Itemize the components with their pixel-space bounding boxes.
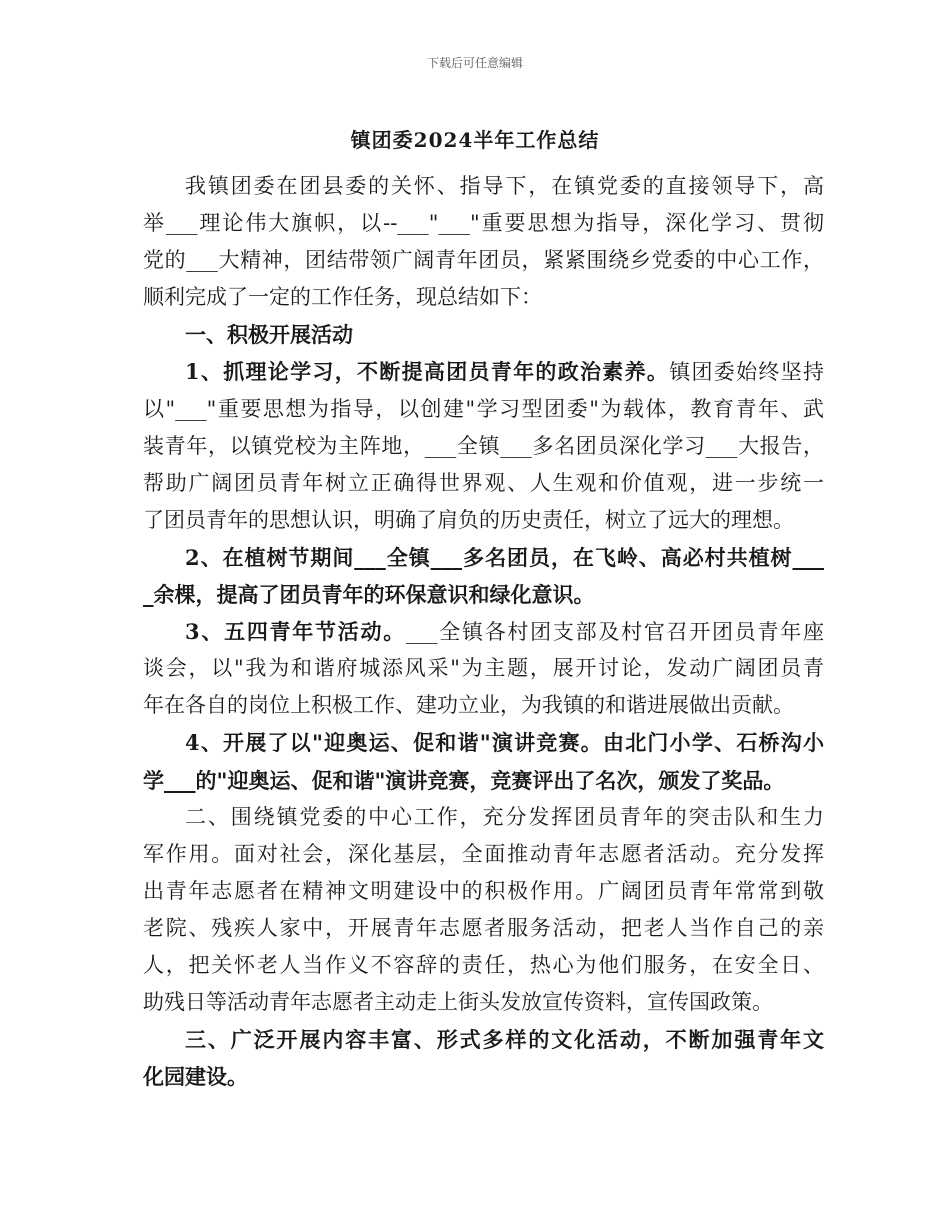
bold-text-segment: 3、五四青年节活动。 bbox=[185, 619, 406, 645]
text-segment: 我镇团委在团县委的关怀、指导下，在镇党委的直接领导下，高 bbox=[185, 174, 824, 198]
bold-text-segment: 化园建设。 bbox=[143, 1064, 248, 1090]
text-line bbox=[143, 576, 824, 613]
text-line bbox=[143, 650, 824, 687]
text-segment: 老院、残疾人家中，开展青年志愿者服务活动，把老人当作自己的亲 bbox=[143, 915, 824, 940]
text-segment: 二、围绕镇党委的中心工作，充分发挥团员青年的突击队和生力 bbox=[185, 804, 824, 829]
text-line bbox=[143, 613, 824, 650]
bold-text-segment: 1、抓理论学习，不断提高团员青年的政治素养。 bbox=[185, 359, 670, 385]
text-line bbox=[143, 205, 824, 242]
document-body bbox=[143, 168, 824, 1095]
bold-text-segment: 三、广泛开展内容丰富、形式多样的文化活动，不断加强青年文 bbox=[185, 1027, 824, 1053]
text-line bbox=[143, 391, 824, 428]
text-segment: 了团员青年的思想认识，明确了肩负的历史责任，树立了远大的理想。 bbox=[143, 507, 794, 532]
text-line bbox=[143, 1058, 824, 1095]
text-line bbox=[143, 539, 824, 576]
text-segment: 党的___大精神，团结带领广阔青年团员，紧紧围绕乡党委的中心工作， bbox=[143, 248, 824, 273]
text-segment: 助残日等活动青年志愿者主动走上街头发放宣传资料，宣传国政策。 bbox=[143, 990, 773, 1015]
text-line bbox=[143, 353, 824, 390]
text-line bbox=[143, 724, 824, 761]
text-segment: ___全镇各村团支部及村官召开团员青年座 bbox=[405, 620, 824, 645]
text-segment: 镇团委始终坚持 bbox=[669, 360, 824, 385]
text-line bbox=[143, 984, 824, 1021]
bold-text-segment: 2、在植树节期间___全镇___多名团员，在飞岭、高必村共植树___ bbox=[185, 544, 824, 570]
bold-text-segment: 4、开展了以"迎奥运、促和谐"演讲竞赛。由北门小学、石桥沟小 bbox=[185, 730, 824, 756]
text-segment: 顺利完成了一定的工作任务，现总结如下： bbox=[143, 285, 542, 310]
text-line bbox=[143, 502, 824, 539]
text-segment: 装青年，以镇党校为主阵地，___全镇___多名团员深化学习___大报告， bbox=[143, 433, 824, 458]
text-segment: 人，把关怀老人当作义不容辞的责任，热心为他们服务，在安全日、 bbox=[143, 952, 824, 977]
text-line bbox=[143, 873, 824, 910]
text-segment: 年在各自的岗位上积极工作、建功立业，为我镇的和谐进展做出贡献。 bbox=[143, 693, 794, 718]
text-segment: 出青年志愿者在精神文明建设中的积极作用。广阔团员青年常常到敬 bbox=[143, 878, 824, 903]
text-line bbox=[143, 836, 824, 873]
bold-text-segment: 一、积极开展活动 bbox=[185, 322, 353, 348]
text-segment: 谈会，以"我为和谐府城添风采"为主题，展开讨论，发动广阔团员青 bbox=[143, 656, 824, 681]
text-segment: 举___理论伟大旗帜，以--___"___"重要思想为指导，深化学习、贯彻 bbox=[143, 211, 824, 236]
header-note: 下载后可任意编辑 bbox=[426, 56, 523, 70]
text-line bbox=[143, 1021, 824, 1058]
text-line bbox=[143, 465, 824, 502]
text-line bbox=[143, 910, 824, 947]
text-line bbox=[143, 316, 824, 353]
bold-text-segment: 学___的"迎奥运、促和谐"演讲竞赛，竞赛评出了名次，颁发了奖品。 bbox=[143, 767, 785, 793]
text-line bbox=[143, 799, 824, 836]
document-title: 镇团委2024半年工作总结 bbox=[350, 128, 600, 152]
text-segment: 以"___"重要思想为指导，以创建"学习型团委"为载体，教育青年、武 bbox=[143, 396, 824, 421]
text-line bbox=[143, 762, 824, 799]
text-segment: 军作用。面对社会，深化基层，全面推动青年志愿者活动。充分发挥 bbox=[143, 841, 824, 866]
bold-text-segment: _余棵，提高了团员青年的环保意识和绿化意识。 bbox=[143, 582, 595, 608]
text-segment: 帮助广阔团员青年树立正确得世界观、人生观和价值观，进一步统一 bbox=[143, 470, 824, 495]
text-line bbox=[143, 428, 824, 465]
text-line bbox=[143, 168, 824, 205]
text-line bbox=[143, 687, 824, 724]
text-line bbox=[143, 279, 824, 316]
text-line bbox=[143, 947, 824, 984]
text-line bbox=[143, 242, 824, 279]
